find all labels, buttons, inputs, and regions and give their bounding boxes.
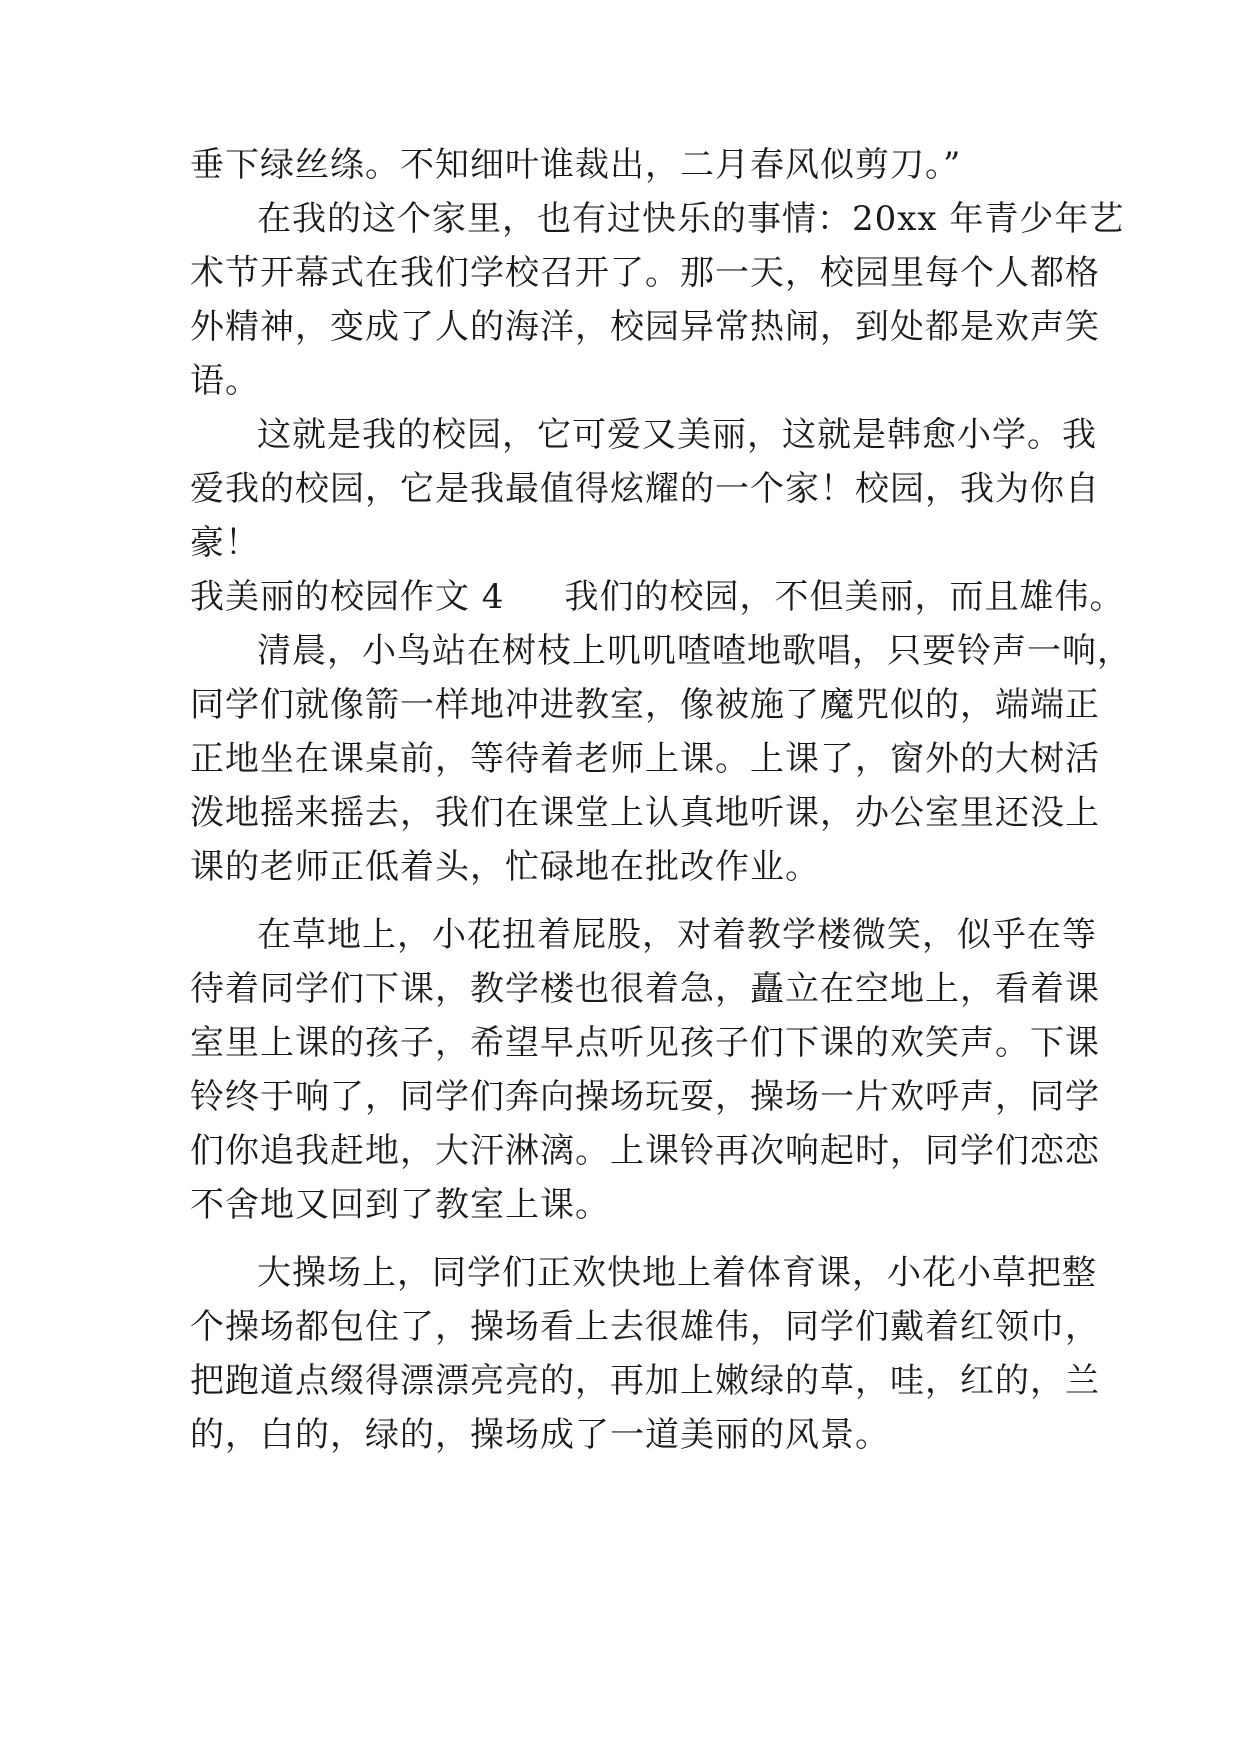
paragraph-7-line-4: 的，白的，绿的，操场成了一道美丽的风景。 [190,1415,890,1455]
paragraph-7-line-2: 个操场都包住了，操场看上去很雄伟，同学们戴着红领巾， [190,1307,1100,1347]
essay-heading-line [190,577,1124,617]
paragraph-6-line-2: 待着同学们下课，教学楼也很着急，矗立在空地上，看着课 [190,969,1100,1009]
paragraph-2-line-2: 术节开幕式在我们学校召开了。那一天，校园里每个人都格 [190,253,1100,293]
paragraph-3-line-1: 这就是我的校园，它可爱又美丽，这就是韩愈小学。我 [257,415,1097,455]
essay-heading: 我美丽的校园作文 4 [190,577,505,617]
paragraph-3-line-2: 爱我的校园，它是我最值得炫耀的一个家！校园，我为你自 [190,469,1100,509]
paragraph-5-line-2: 同学们就像箭一样地冲进教室，像被施了魔咒似的，端端正 [190,685,1100,725]
paragraph-3-line-3: 豪！ [190,523,260,563]
paragraph-5-line-5: 课的老师正低着头，忙碌地在批改作业。 [190,847,820,887]
paragraph-6-line-5: 们你追我赶地，大汗淋漓。上课铃再次响起时，同学们恋恋 [190,1131,1100,1171]
paragraph-6-line-1: 在草地上，小花扭着屁股，对着教学楼微笑，似乎在等 [257,915,1097,955]
paragraph-7-line-1: 大操场上，同学们正欢快地上着体育课，小花小草把整 [257,1253,1097,1293]
paragraph-6-line-4: 铃终于响了，同学们奔向操场玩耍，操场一片欢呼声，同学 [190,1077,1100,1117]
paragraph-5-line-4: 泼地摇来摇去，我们在课堂上认真地听课，办公室里还没上 [190,793,1100,833]
paragraph-2-line-3: 外精神，变成了人的海洋，校园异常热闹，到处都是欢声笑 [190,307,1100,347]
paragraph-6-line-3: 室里上课的孩子，希望早点听见孩子们下课的欢笑声。下课 [190,1023,1100,1063]
paragraph-6-line-6: 不舍地又回到了教室上课。 [190,1185,610,1225]
essay-heading-tail: 我们的校园，不但美丽，而且雄伟。 [564,577,1125,617]
paragraph-5-line-3: 正地坐在课桌前，等待着老师上课。上课了，窗外的大树活 [190,739,1100,779]
paragraph-1-line-1: 垂下绿丝绦。不知细叶谁裁出，二月春风似剪刀。” [190,145,962,185]
paragraph-2-line-1: 在我的这个家里，也有过快乐的事情：20xx 年青少年艺 [257,199,1125,239]
paragraph-2-line-4: 语。 [190,361,260,401]
paragraph-7-line-3: 把跑道点缀得漂漂亮亮的，再加上嫩绿的草，哇，红的，兰 [190,1361,1100,1401]
paragraph-5-line-1: 清晨，小鸟站在树枝上叽叽喳喳地歌唱，只要铃声一响， [257,631,1132,671]
